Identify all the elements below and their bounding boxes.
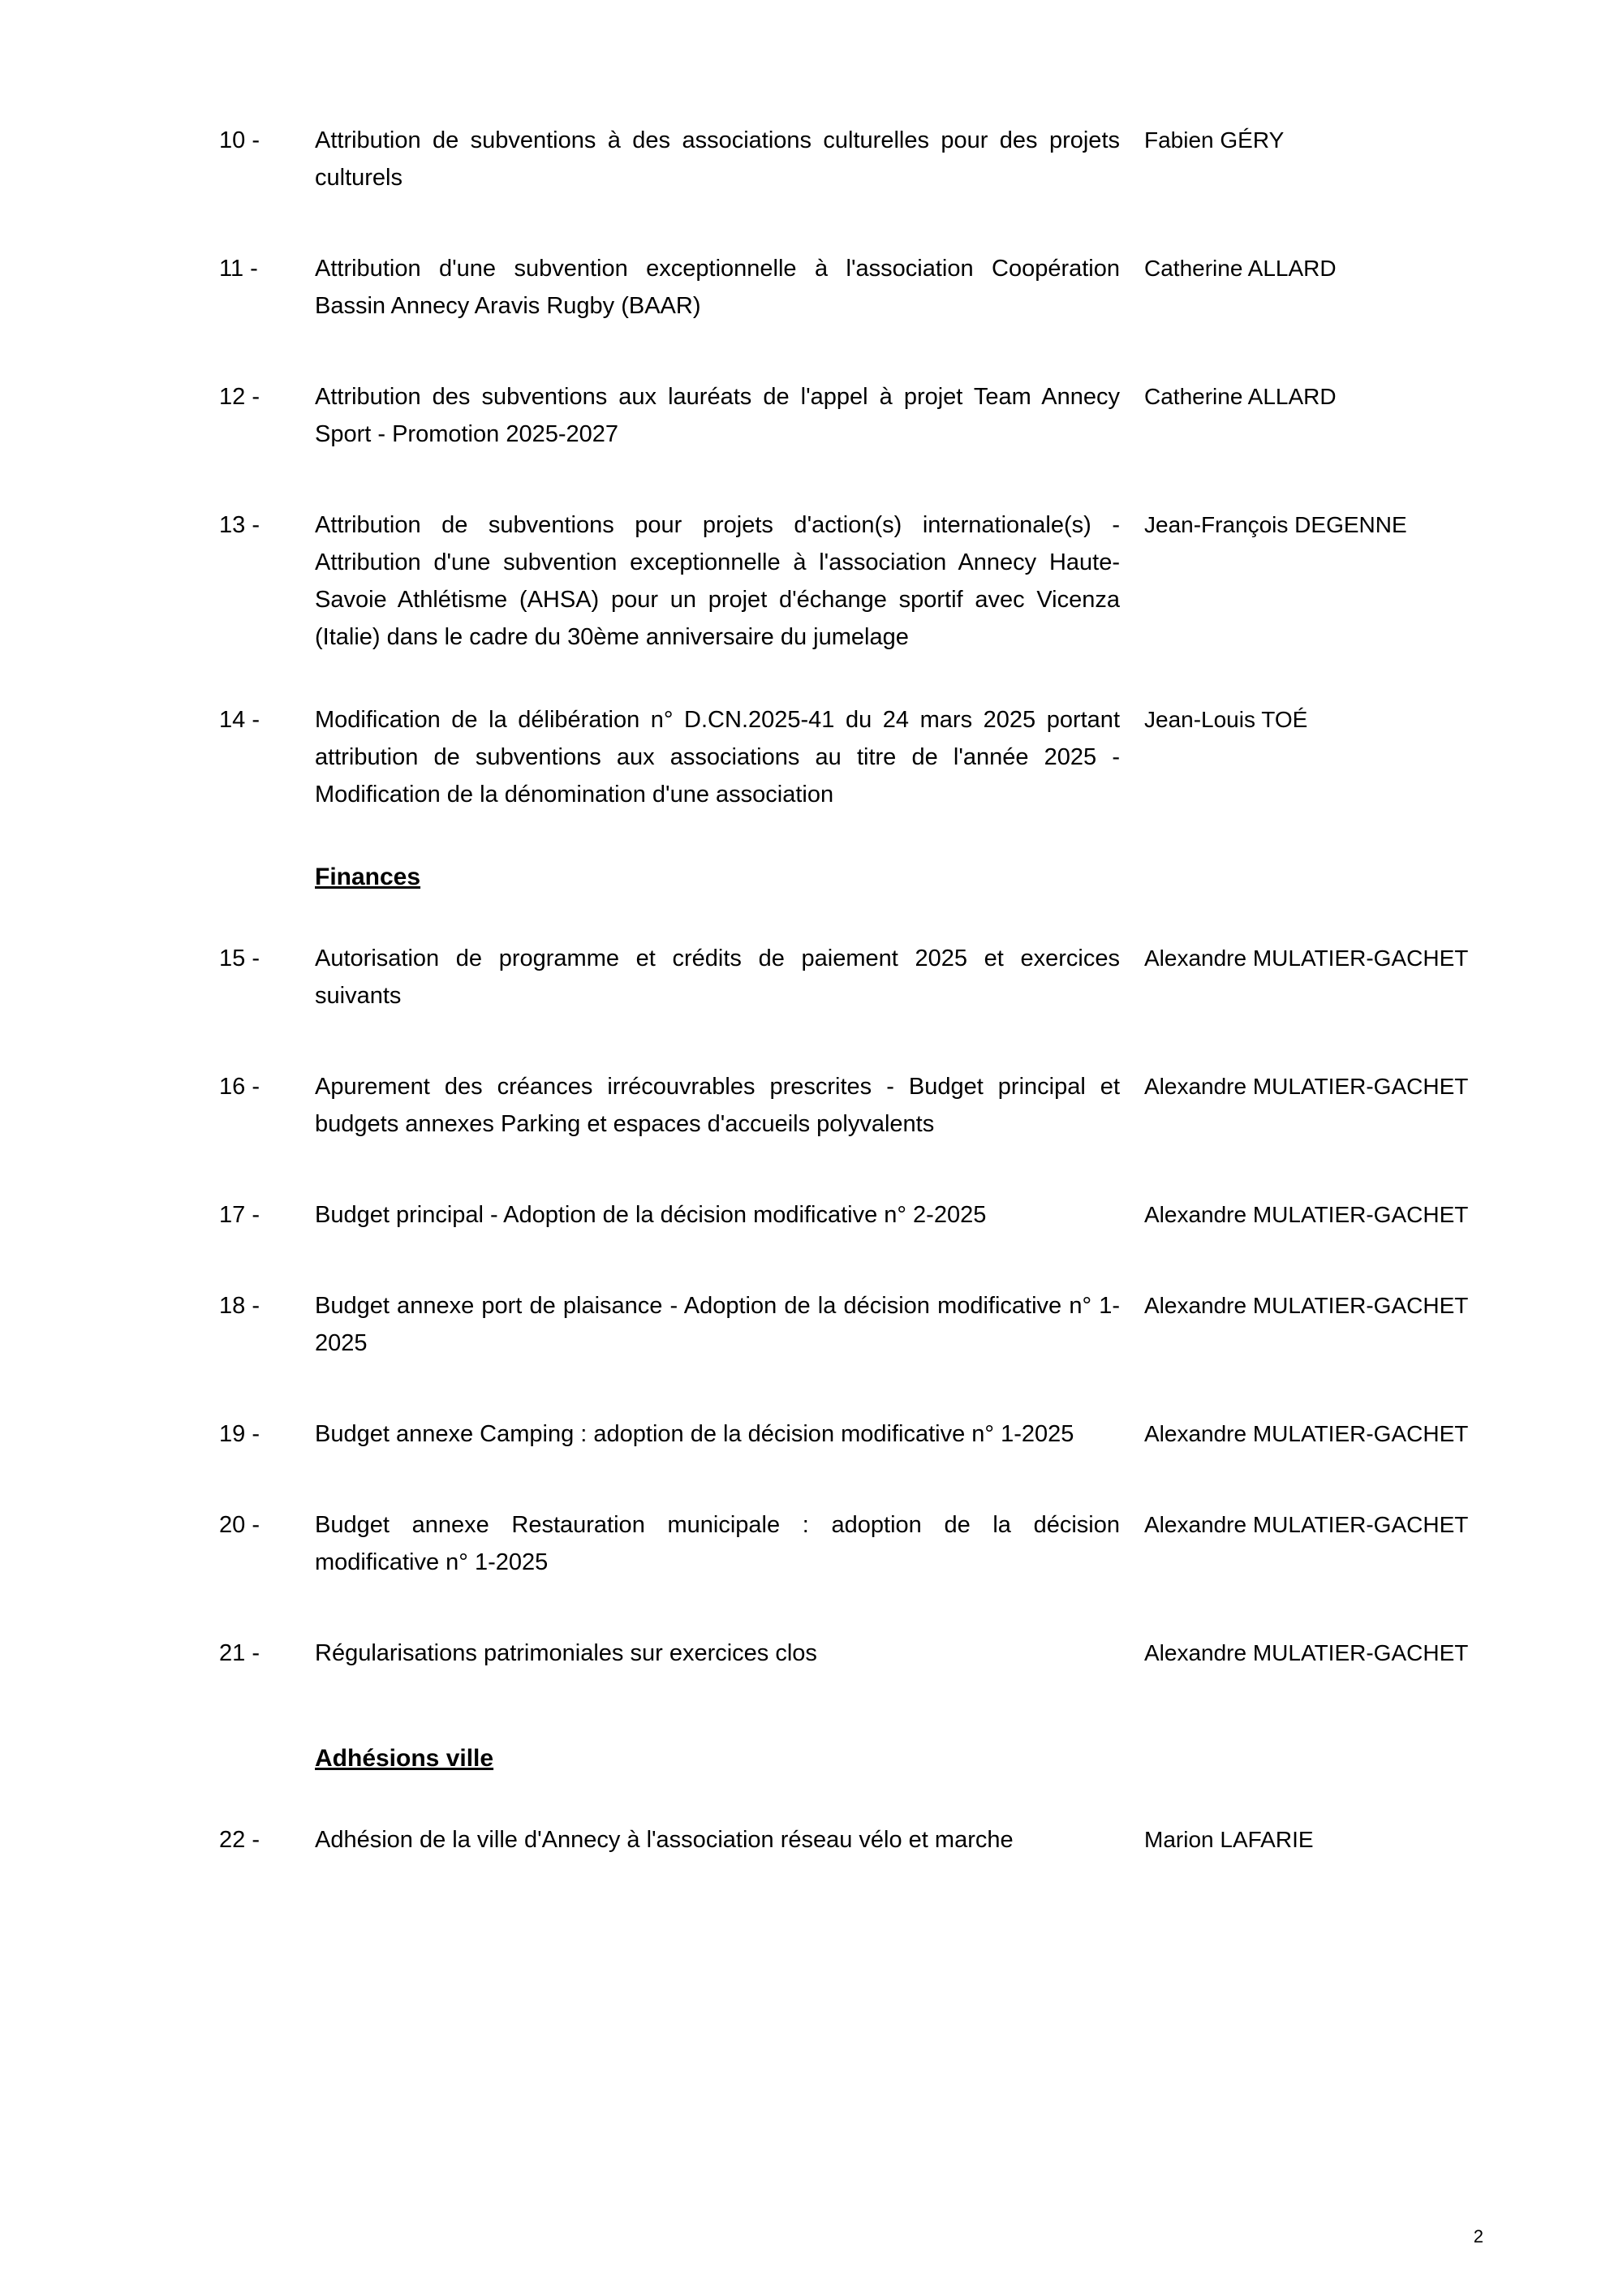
agenda-item — [219, 122, 1485, 196]
item-presenter: Jean-Louis TOÉ — [1144, 707, 1308, 732]
item-presenter: Alexandre MULATIER-GACHET — [1144, 946, 1469, 971]
spacer — [219, 1188, 1485, 1196]
section-heading-label: Finances — [315, 864, 421, 890]
item-number: 16 - — [219, 1074, 260, 1100]
item-number: 11 - — [219, 256, 258, 282]
item-number: 10 - — [219, 127, 260, 153]
section-heading-label: Adhésions ville — [315, 1745, 494, 1772]
spacer — [219, 1279, 1485, 1287]
item-number: 21 - — [219, 1640, 260, 1666]
item-title: Attribution de subventions à des associations culturelles pour des projets culturels — [315, 127, 1120, 191]
agenda-item — [219, 940, 1485, 1014]
page-number: 2 — [1473, 2226, 1483, 2246]
item-number: 13 - — [219, 512, 260, 538]
agenda-item — [219, 1506, 1485, 1581]
item-presenter: Alexandre MULATIER-GACHET — [1144, 1293, 1469, 1318]
item-title: Budget principal - Adoption de la décision modificative n° 2-2025 — [315, 1202, 987, 1228]
agenda-item — [219, 506, 1485, 656]
item-number: 18 - — [219, 1293, 260, 1319]
item-number: 17 - — [219, 1202, 260, 1228]
agenda-item — [219, 1196, 1485, 1234]
item-number: 20 - — [219, 1512, 260, 1538]
item-title: Modification de la délibération n° D.CN.2025-41 du 24 mars 2025 portant attribution de subventions aux associations au titre de l'année 2025 - Modification de la dénomination d'une association — [315, 707, 1120, 808]
item-presenter: Catherine ALLARD — [1144, 384, 1337, 409]
agenda-item — [219, 378, 1485, 453]
spacer — [219, 370, 1485, 378]
agenda-item — [219, 250, 1485, 325]
item-presenter: Alexandre MULATIER-GACHET — [1144, 1512, 1469, 1537]
spacer — [219, 1060, 1485, 1068]
agenda-item — [219, 1635, 1485, 1672]
item-title: Attribution de subventions pour projets d'action(s) internationale(s) - Attribution d'une subvention exceptionnelle à l'association Annecy Haute-Savoie Athlétisme (AHSA) pour un projet d'échange sportif avec Vicenza (Italie) dans le cadre du 30ème anniversaire du jumelage — [315, 512, 1120, 650]
item-number: 15 - — [219, 946, 260, 971]
item-title: Budget annexe Camping : adoption de la décision modificative n° 1-2025 — [315, 1421, 1074, 1447]
item-presenter: Alexandre MULATIER-GACHET — [1144, 1202, 1469, 1227]
item-title: Attribution des subventions aux lauréats de l'appel à projet Team Annecy Sport - Promotion 2025-2027 — [315, 384, 1120, 447]
item-title: Autorisation de programme et crédits de paiement 2025 et exercices suivants — [315, 946, 1120, 1009]
spacer — [219, 242, 1485, 250]
section-heading-adhesions — [219, 1740, 1485, 1777]
section-heading-finances — [219, 859, 1485, 896]
spacer — [219, 498, 1485, 506]
item-number: 14 - — [219, 707, 260, 733]
item-presenter: Alexandre MULATIER-GACHET — [1144, 1640, 1469, 1665]
spacer — [219, 1498, 1485, 1506]
agenda-item — [219, 701, 1485, 813]
agenda-list — [219, 122, 1485, 1859]
item-title: Adhésion de la ville d'Annecy à l'association réseau vélo et marche — [315, 1827, 1014, 1853]
agenda-item — [219, 1415, 1485, 1453]
item-title: Budget annexe port de plaisance - Adoption de la décision modificative n° 1-2025 — [315, 1293, 1120, 1356]
item-presenter: Catherine ALLARD — [1144, 256, 1337, 281]
agenda-item — [219, 1821, 1485, 1859]
item-presenter: Alexandre MULATIER-GACHET — [1144, 1074, 1469, 1099]
item-title: Attribution d'une subvention exceptionnelle à l'association Coopération Bassin Annecy Aravis Rugby (BAAR) — [315, 256, 1120, 319]
item-number: 22 - — [219, 1827, 260, 1853]
spacer — [219, 1626, 1485, 1635]
agenda-item — [219, 1068, 1485, 1143]
spacer — [219, 1717, 1485, 1740]
item-title: Régularisations patrimoniales sur exercices clos — [315, 1640, 817, 1666]
spacer — [219, 1407, 1485, 1415]
item-title: Budget annexe Restauration municipale : adoption de la décision modificative n° 1-2025 — [315, 1512, 1120, 1575]
item-presenter: Marion LAFARIE — [1144, 1827, 1314, 1852]
item-presenter: Fabien GÉRY — [1144, 127, 1285, 153]
item-number: 12 - — [219, 384, 260, 410]
item-number: 19 - — [219, 1421, 260, 1447]
item-presenter: Jean-François DEGENNE — [1144, 512, 1407, 537]
item-presenter: Alexandre MULATIER-GACHET — [1144, 1421, 1469, 1446]
item-title: Apurement des créances irrécouvrables prescrites - Budget principal et budgets annexes Parking et espaces d'accueils polyvalents — [315, 1074, 1120, 1137]
agenda-item — [219, 1287, 1485, 1362]
